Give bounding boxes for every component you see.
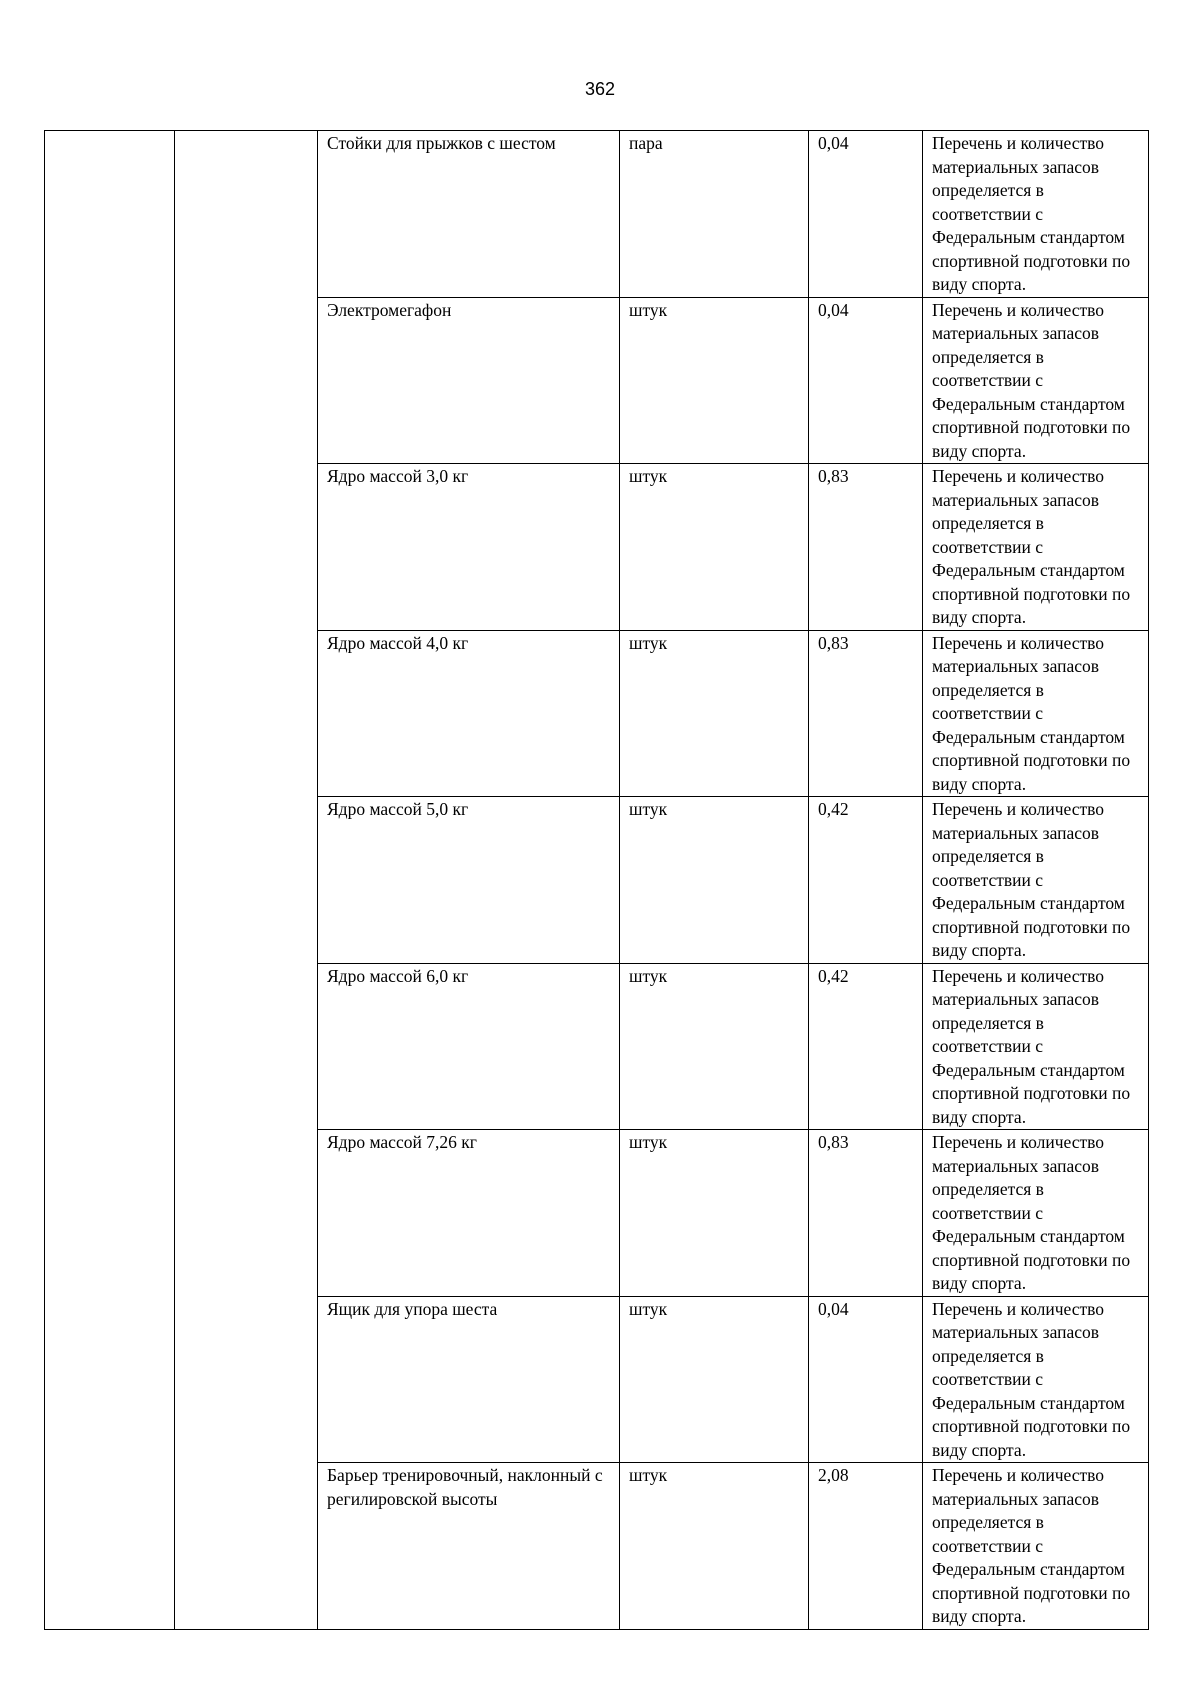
item-unit-cell: штук (620, 797, 809, 964)
item-quantity-cell: 0,04 (809, 131, 923, 298)
item-name-cell: Стойки для прыжков с шестом (318, 131, 620, 298)
item-quantity-cell: 0,42 (809, 797, 923, 964)
merged-empty-cell-2 (175, 131, 318, 1630)
item-unit-cell: штук (620, 1296, 809, 1463)
item-name-cell: Ящик для упора шеста (318, 1296, 620, 1463)
item-quantity-cell: 0,83 (809, 464, 923, 631)
item-note-cell: Перечень и количество материальных запасов определяется в соответствии с Федеральным стандартом спортивной подготовки по виду спорта. (923, 297, 1149, 464)
item-unit-cell: штук (620, 963, 809, 1130)
item-quantity-cell: 0,83 (809, 1130, 923, 1297)
page-number: 362 (584, 79, 616, 99)
item-quantity-cell: 0,42 (809, 963, 923, 1130)
merged-empty-cell-1 (45, 131, 175, 1630)
item-note-cell: Перечень и количество материальных запасов определяется в соответствии с Федеральным стандартом спортивной подготовки по виду спорта. (923, 464, 1149, 631)
item-name-cell: Ядро массой 3,0 кг (318, 464, 620, 631)
item-unit-cell: пара (620, 131, 809, 298)
item-note-cell: Перечень и количество материальных запасов определяется в соответствии с Федеральным стандартом спортивной подготовки по виду спорта. (923, 1463, 1149, 1630)
item-quantity-cell: 0,04 (809, 297, 923, 464)
item-unit-cell: штук (620, 464, 809, 631)
item-quantity-cell: 0,83 (809, 630, 923, 797)
item-note-cell: Перечень и количество материальных запасов определяется в соответствии с Федеральным стандартом спортивной подготовки по виду спорта. (923, 963, 1149, 1130)
item-unit-cell: штук (620, 1130, 809, 1297)
equipment-table (44, 130, 1149, 1630)
item-quantity-cell: 0,04 (809, 1296, 923, 1463)
item-name-cell: Ядро массой 6,0 кг (318, 963, 620, 1130)
item-quantity-cell: 2,08 (809, 1463, 923, 1630)
item-name-cell: Ядро массой 4,0 кг (318, 630, 620, 797)
item-note-cell: Перечень и количество материальных запасов определяется в соответствии с Федеральным стандартом спортивной подготовки по виду спорта. (923, 630, 1149, 797)
table-row (45, 131, 1149, 298)
item-note-cell: Перечень и количество материальных запасов определяется в соответствии с Федеральным стандартом спортивной подготовки по виду спорта. (923, 131, 1149, 298)
item-unit-cell: штук (620, 630, 809, 797)
item-unit-cell: штук (620, 297, 809, 464)
item-unit-cell: штук (620, 1463, 809, 1630)
item-name-cell: Барьер тренировочный, наклонный с регилировской высоты (318, 1463, 620, 1630)
item-note-cell: Перечень и количество материальных запасов определяется в соответствии с Федеральным стандартом спортивной подготовки по виду спорта. (923, 1130, 1149, 1297)
item-name-cell: Ядро массой 5,0 кг (318, 797, 620, 964)
item-name-cell: Электромегафон (318, 297, 620, 464)
item-note-cell: Перечень и количество материальных запасов определяется в соответствии с Федеральным стандартом спортивной подготовки по виду спорта. (923, 797, 1149, 964)
item-note-cell: Перечень и количество материальных запасов определяется в соответствии с Федеральным стандартом спортивной подготовки по виду спорта. (923, 1296, 1149, 1463)
item-name-cell: Ядро массой 7,26 кг (318, 1130, 620, 1297)
